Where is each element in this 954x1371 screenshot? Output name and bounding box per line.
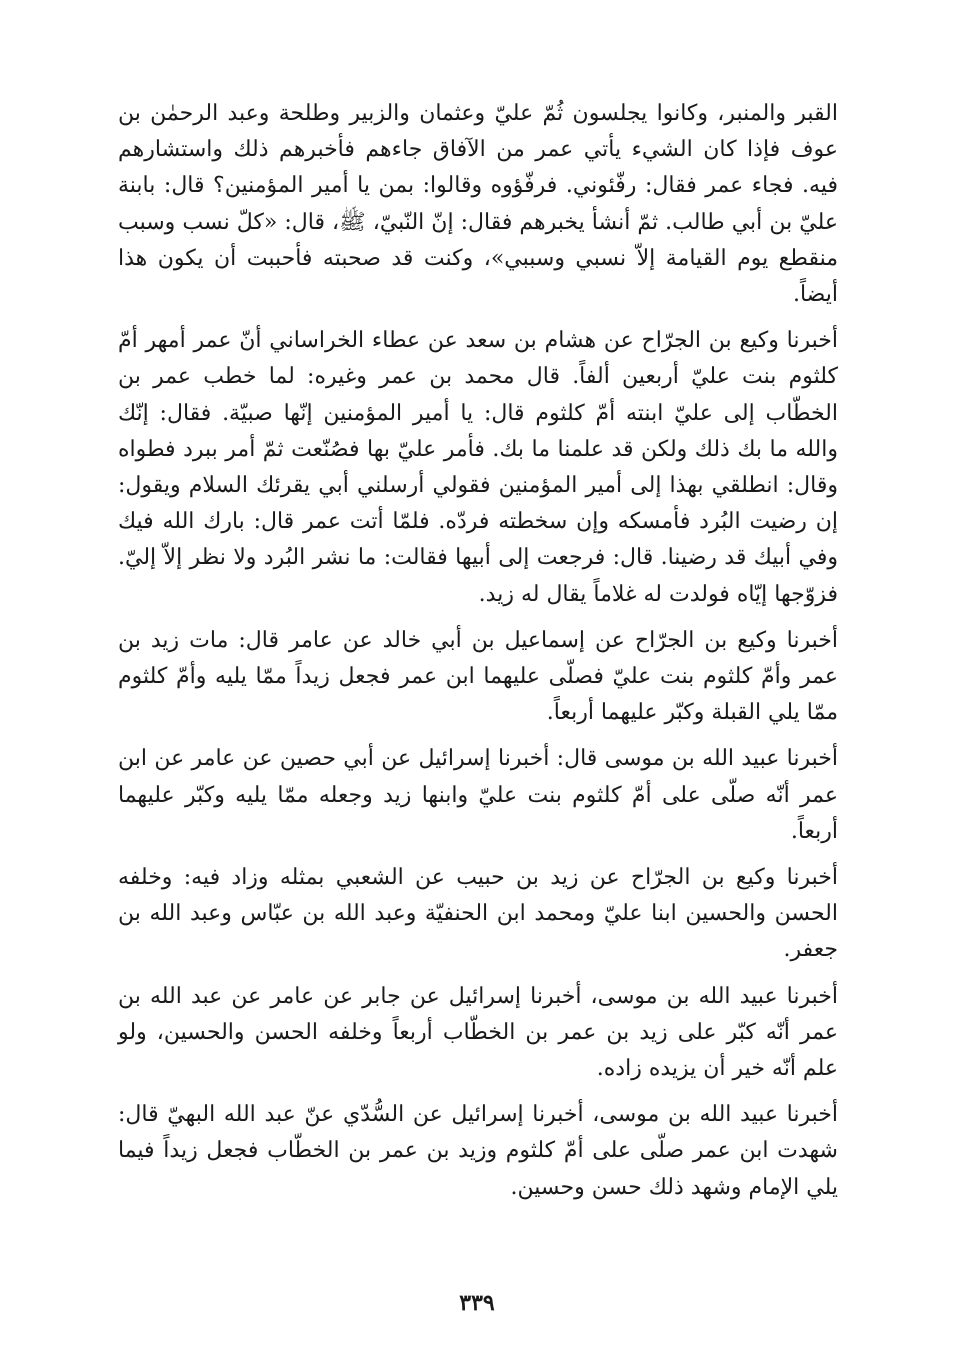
- paragraph-7: أخبرنا عبيد الله بن موسى، أخبرنا إسرائيل عن السُّدّي عنّ عبد الله البهيّ قال: شهدت ابن عمر صلّى على أمّ كلثوم وزيد بن عمر بن الخطّاب فجعل زيداً فيما يلي الإمام وشهد ذلك حسن وحسين.: [118, 1102, 838, 1200]
- page-number: ٣٣٩: [459, 1290, 495, 1316]
- paragraph-6: أخبرنا عبيد الله بن موسى، أخبرنا إسرائيل عن جابر عن عامر عن عبد الله بن عمر أنّه كبّر على زيد بن عمر بن الخطّاب أربعاً وخلفه الحسن والحسين، ولو علم أنّه خير أن يزيده زاده.: [118, 983, 838, 1082]
- page-body: [118, 96, 838, 1216]
- paragraph-5: أخبرنا وكيع بن الجرّاح عن زيد بن حبيب عن الشعبي بمثله وزاد فيه: وخلفه الحسن والحسين ابنا عليّ ومحمد ابن الحنفيّة وعبد الله بن عبّاس وعبد الله بن جعفر.: [118, 865, 838, 963]
- paragraph-4: أخبرنا عبيد الله بن موسى قال: أخبرنا إسرائيل عن أبي حصين عن عامر عن ابن عمر أنّه صلّى على أمّ كلثوم بنت عليّ وابنها زيد وجعله ممّا يليه وكبّر عليهما أربعاً.: [118, 746, 838, 844]
- paragraph-3: أخبرنا وكيع بن الجرّاح عن إسماعيل بن أبي خالد عن عامر قال: مات زيد بن عمر وأمّ كلثوم بنت عليّ فصلّى عليهما ابن عمر فجعل زيداً ممّا يليه وأمّ كلثوم ممّا يلي القبلة وكبّر عليهما أربعاً.: [118, 627, 838, 726]
- paragraph-2: أخبرنا وكيع بن الجرّاح عن هشام بن سعد عن عطاء الخراساني أنّ عمر أمهر أمّ كلثوم بنت عليّ أربعين ألفاً. قال محمد بن عمر وغيره: لما خطب عمر بن الخطّاب إلى عليّ ابنته أمّ كلثوم قال: يا أمير المؤمنين إنّها صبيّة. فقال: إنّك والله ما بك ذلك ولكن قد علمنا ما بك. فأمر عليّ بها فصُنّعت ثمّ أمر ببرد فطواه وقال: انطلقي بهذا إلى أمير المؤمنين فقولي أرسلني أبي يقرئك السلام ويقول: إن رضيت البُرد فأمسكه وإن سخطته فردّه. فلمّا أتت عمر قال: بارك الله فيك وفي أبيك قد رضينا. قال: فرجعت إلى أبيها فقالت: ما نشر البُرد ولا نظر إلاّ إليّ. فزوّجها إيّاه فولدت له غلاماً يقال له زيد.: [118, 328, 838, 607]
- paragraph-1: القبر والمنبر، وكانوا يجلسون ثُمّ عليّ وعثمان والزبير وطلحة وعبد الرحمٰن بن عوف فإذا كان الشيء يأتي عمر من الآفاق جاءهم فأخبرهم ذلك واستشارهم فيه. فجاء عمر فقال: رفّئوني. فرفّؤوه وقالوا: بمن يا أمير المؤمنين؟ قال: بابنة عليّ بن أبي طالب. ثمّ أنشأ يخبرهم فقال: إنّ النّبيّ، ﷺ، قال: «كلّ نسب وسبب منقطع يوم القيامة إلاّ نسبي وسببي»، وكنت قد صحبته فأحببت أن يكون هذا أيضاً.: [118, 101, 838, 308]
